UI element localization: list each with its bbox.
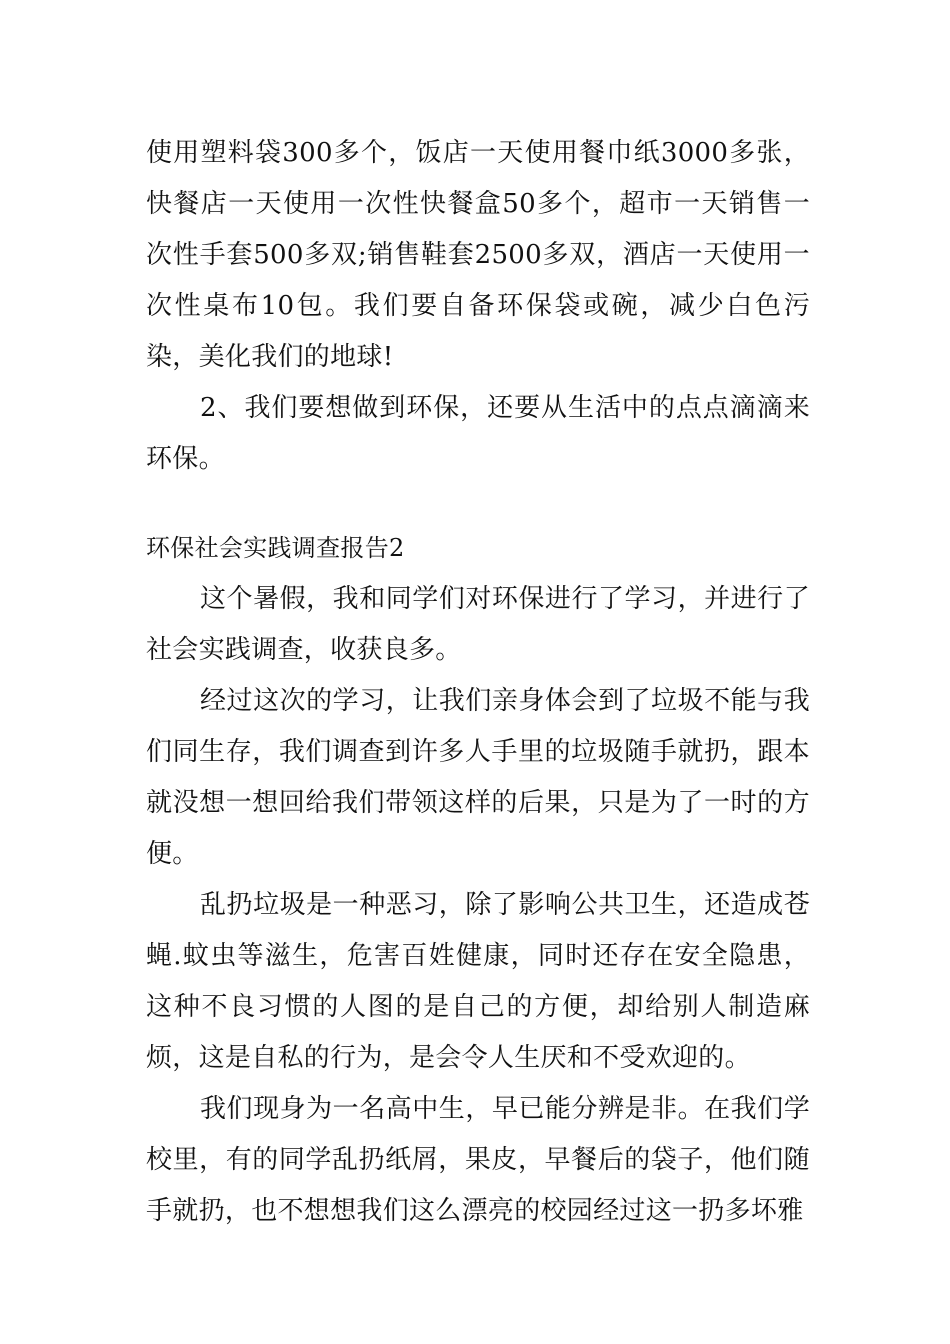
body-paragraph-2: 经过这次的学习，让我们亲身体会到了垃圾不能与我们同生存，我们调查到许多人手里的垃圾随手就扔，跟本就没想一想回给我们带领这样的后果，只是为了一时的方便。 <box>146 686 810 869</box>
body-paragraph-1: 这个暑假，我和同学们对环保进行了学习，并进行了社会实践调查，收获良多。 <box>146 584 810 665</box>
section-title: 环保社会实践调查报告2 <box>146 534 405 562</box>
body-paragraph-3: 乱扔垃圾是一种恶习，除了影响公共卫生，还造成苍蝇.蚊虫等滋生，危害百姓健康，同时还存在安全隐患，这种不良习惯的人图的是自己的方便，却给别人制造麻烦，这是自私的行为，是会令人生厌和不受欢迎的。 <box>146 890 810 1073</box>
continuation-paragraph: 使用塑料袋300多个，饭店一天使用餐巾纸3000多张，快餐店一天使用一次性快餐盒50多个，超市一天销售一次性手套500多双;销售鞋套2500多双，酒店一天使用一次性桌布10包。我们要自备环保袋或碗，减少白色污染，美化我们的地球! <box>146 138 810 372</box>
body-paragraph-4: 我们现身为一名高中生，早已能分辨是非。在我们学校里，有的同学乱扔纸屑，果皮，早餐后的袋子，他们随手就扔，也不想想我们这么漂亮的校园经过这一扔多坏雅 <box>146 1094 810 1226</box>
document-page <box>146 128 810 1237</box>
section-spacer <box>146 485 810 523</box>
point-2-paragraph: 2、我们要想做到环保，还要从生活中的点点滴滴来环保。 <box>146 393 810 474</box>
